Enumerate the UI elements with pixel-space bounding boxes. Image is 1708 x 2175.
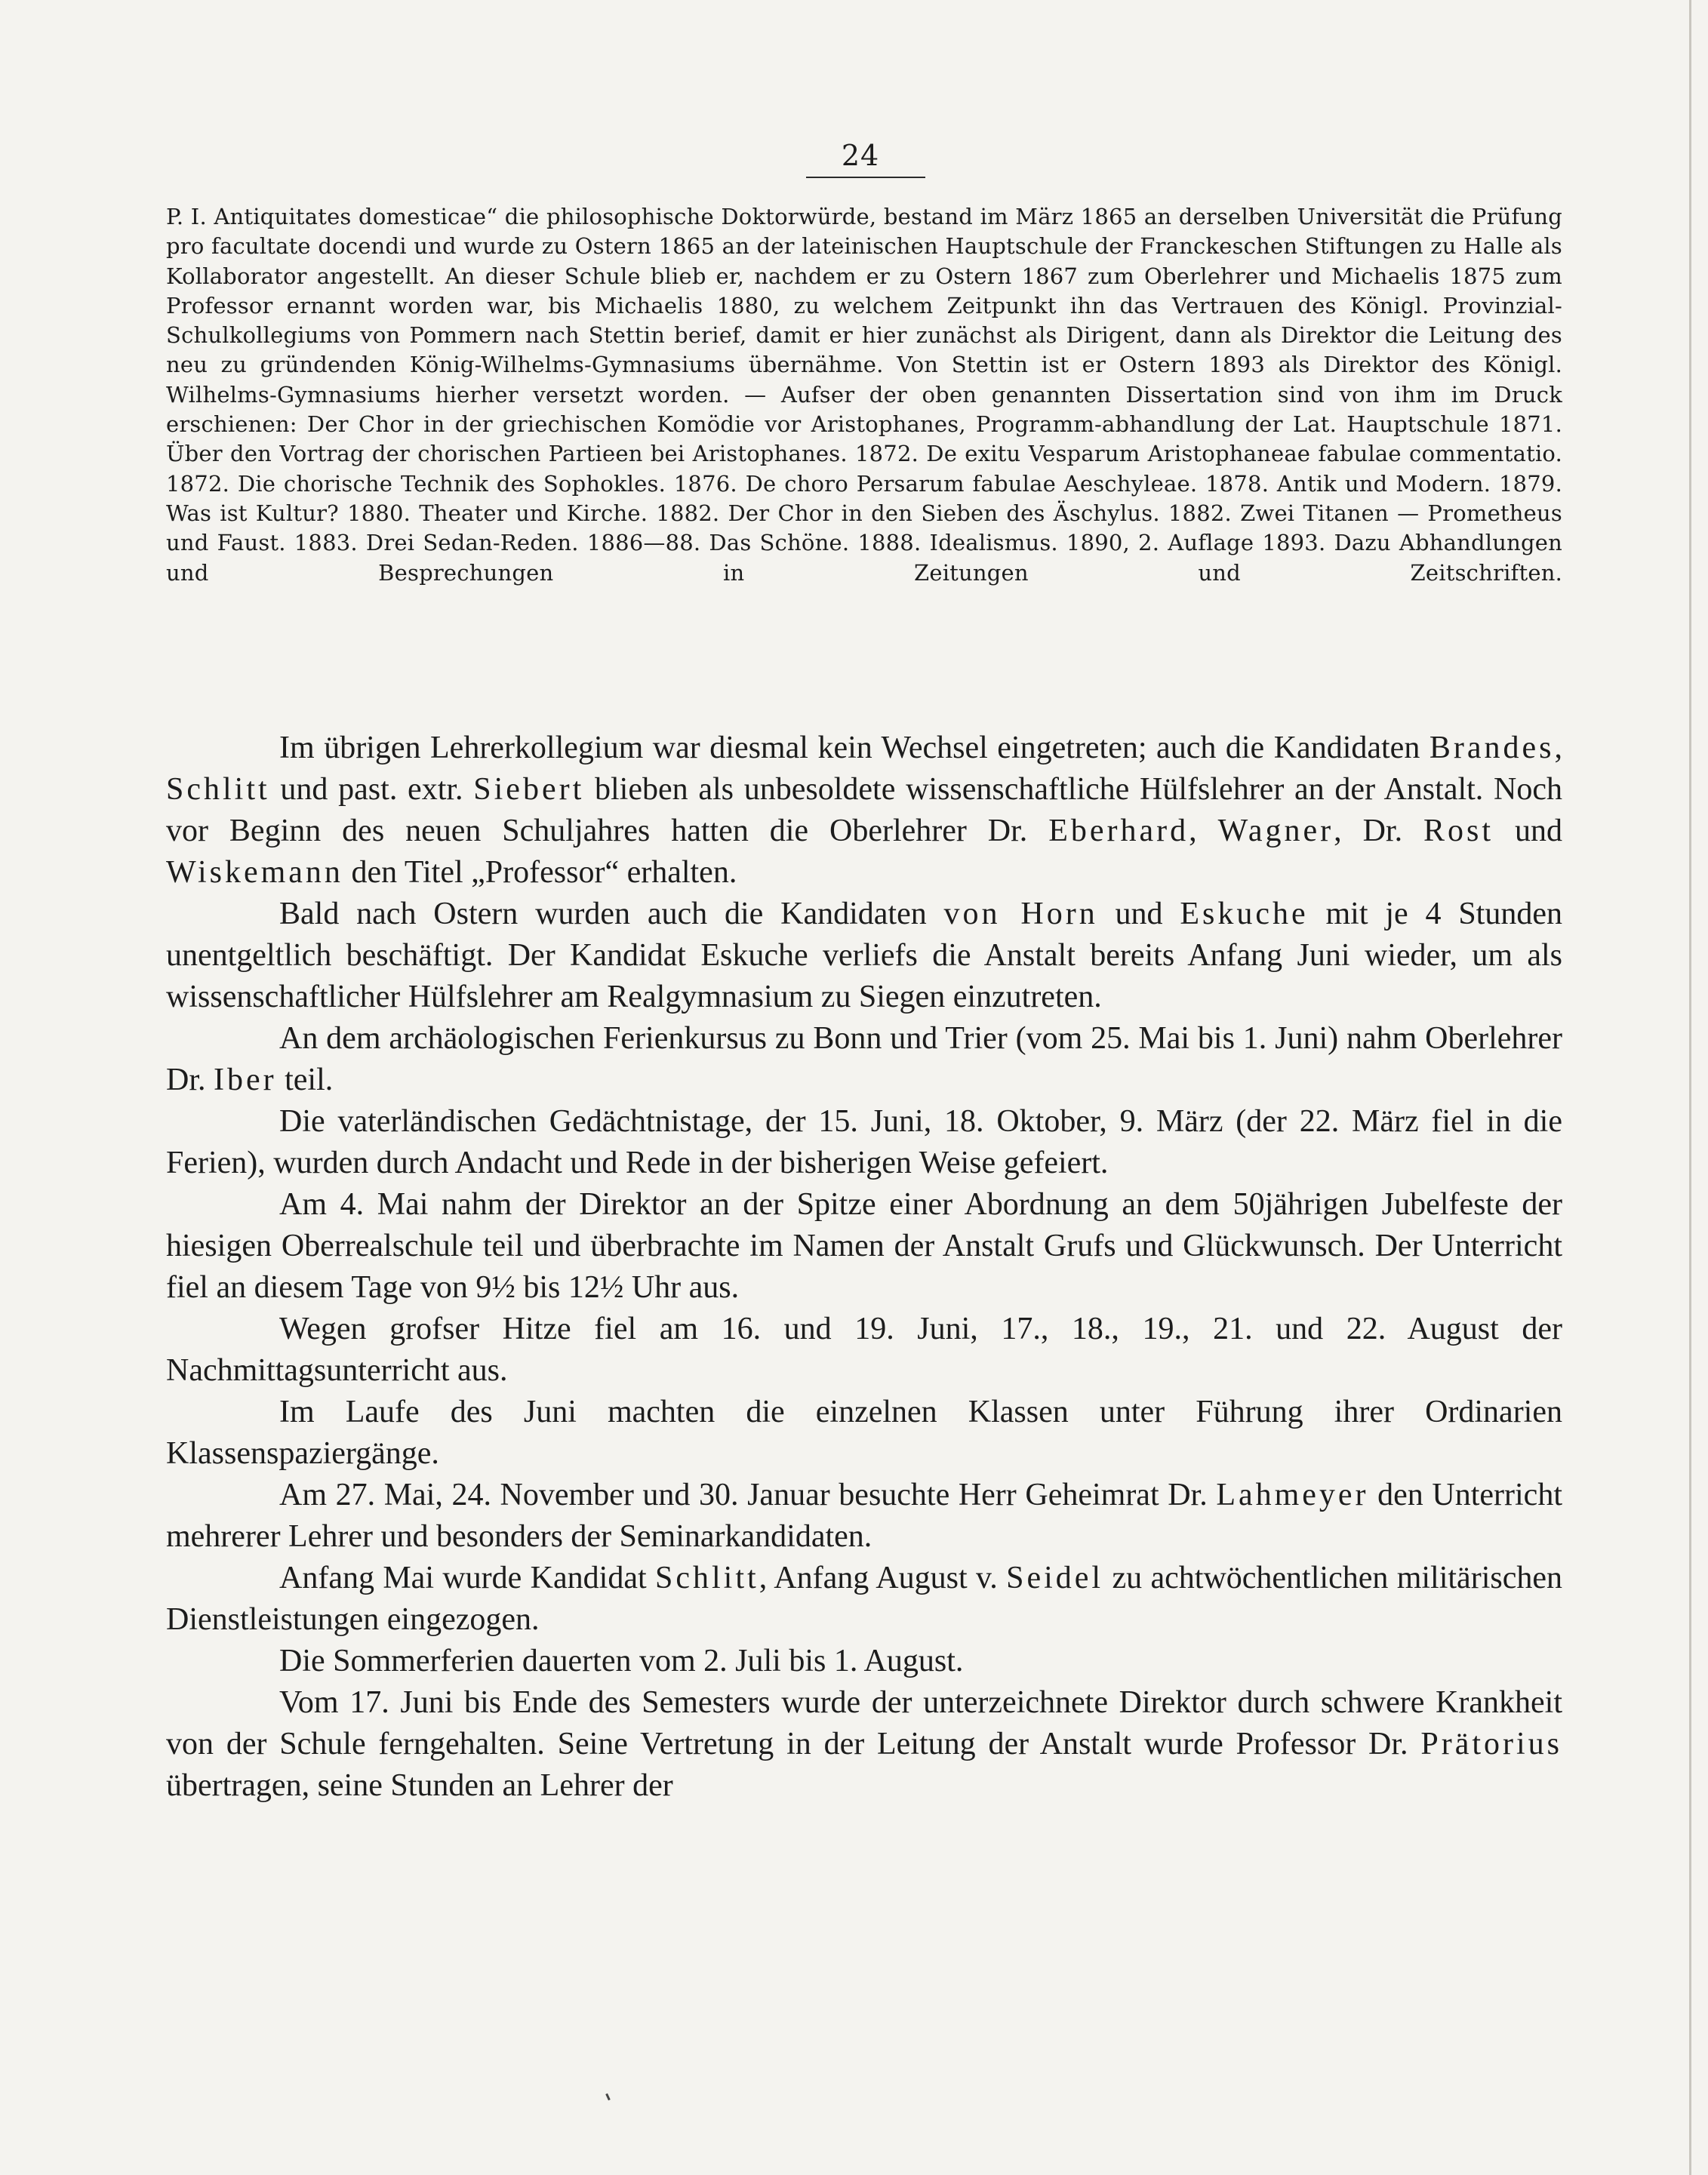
chronicle-section <box>166 728 1562 1807</box>
name-eberhard: Eberhard <box>1048 814 1189 848</box>
paragraph-heat: Wegen grofser Hitze fiel am 16. und 19. Juni, 17., 18., 19., 21. und 22. August der Nachmittagsunterricht aus. <box>166 1312 1562 1388</box>
text: blieben als unbesoldete wissenschaftliche Hülfslehrer an der Anstalt. Noch vor Beginn des neuen Schuljahres hatten die Oberlehrer Dr. <box>166 772 1563 848</box>
name-eskuche: Eskuche <box>1180 897 1309 931</box>
biography-paragraph: P. I. Antiquitates domesticae“ die philosophische Doktorwürde, bestand im März 1865 an derselben Universität die Prüfung pro facultate docendi und wurde zu Ostern 1865 an der lateinischen Hauptschule der Franckeschen Stiftungen zu Halle als Kollaborator angestellt. An dieser Schule blieb er, nachdem er zu Ostern 1867 zum Oberlehrer und Michaelis 1875 zum Professor ernannt worden war, bis Michaelis 1880, zu welchem Zeitpunkt ihn das Vertrauen des Königl. Provinzial-Schulkollegiums von Pommern nach Stettin berief, damit er hier zunächst als Dirigent, dann als Direktor die Leitung des neu zu gründenden König-Wilhelms-Gymnasiums übernähme. Von Stettin ist er Ostern 1893 als Direktor des Königl. Wilhelms-Gymnasiums hierher versetzt worden. — Aufser der oben genannten Dissertation sind von ihm im Druck erschienen: Der Chor in der griechischen Komödie vor Aristophanes, Programm-abhandlung der Lat. Hauptschule 1871. Über den Vortrag der chorischen Partieen bei Aristophanes. 1872. De exitu Vesparum Aristophaneae fabulae commentatio. 1872. Die chorische Technik des Sophokles. 1876. De choro Persarum fabulae Aeschyleae. 1878. Antik und Modern. 1879. Was ist Kultur? 1880. Theater und Kirche. 1882. Der Chor in den Sieben des Äschylus. 1882. Zwei Titanen — Prometheus und Faust. 1883. Drei Sedan-Reden. 1886—88. Das Schöne. 1888. Idealismus. 1890, 2. Auflage 1893. Dazu Abhandlungen und Besprechungen in Zeitungen und Zeitschriften. <box>166 204 1562 586</box>
paragraph-director-illness <box>166 1682 1562 1807</box>
text: den Titel „Professor“ erhalten. <box>343 855 737 890</box>
paragraph-class-walks: Im Laufe des Juni machten die einzelnen Klassen unter Führung ihrer Ordinarien Klassenspaziergänge. <box>166 1395 1562 1471</box>
text: den Unterricht mehrerer Lehrer und besonders der Seminarkandidaten. <box>166 1478 1562 1554</box>
paragraph-inspection <box>166 1475 1562 1558</box>
name-rost: Rost <box>1423 814 1494 848</box>
paragraph-jubilee: Am 4. Mai nahm der Direktor an der Spitze einer Abordnung an dem 50jährigen Jubelfeste der hiesigen Oberrealschule teil und überbrachte im Namen der Anstalt Grufs und Glückwunsch. Der Unterricht fiel an diesem Tage von 9½ bis 12½ Uhr aus. <box>166 1187 1562 1305</box>
paragraph-summer-holidays: Die Sommerferien dauerten vom 2. Juli bis 1. August. <box>279 1644 964 1678</box>
print-speck <box>605 2093 611 2100</box>
text: mit je 4 Stunden unentgeltlich beschäftigt. Der Kandidat Eskuche verliefs die Anstalt bereits Anfang Juni wieder, um als wissenschaftlicher Hülfslehrer am Realgymnasium zu Siegen einzutreten. <box>166 897 1562 1014</box>
text: und <box>1097 897 1180 931</box>
text: Im übrigen Lehrerkollegium war diesmal kein Wechsel eingetreten; auch die Kandidaten <box>279 731 1429 765</box>
name-schlitt: Schlitt <box>166 772 270 807</box>
name-seidel: Seidel <box>1006 1561 1104 1595</box>
text: Bald nach Ostern wurden auch die Kandidaten <box>279 897 944 931</box>
text: zu achtwöchentlichen militärischen Dienstleistungen eingezogen. <box>166 1561 1562 1637</box>
name-von-horn: von Horn <box>943 897 1098 931</box>
page-edge-shadow <box>1689 0 1691 2175</box>
text: und past. extr. <box>269 772 474 807</box>
name-wiskemann: Wiskemann <box>166 855 343 890</box>
text: , <box>1189 814 1218 848</box>
text: Am 27. Mai, 24. November und 30. Januar besuchte Herr Geheimrat Dr. <box>279 1478 1217 1512</box>
text: An dem archäologischen Ferienkursus zu Bonn und Trier (vom 25. Mai bis 1. Juni) nahm Oberlehrer Dr. <box>166 1021 1562 1097</box>
text: teil. <box>276 1063 334 1097</box>
text: Anfang Mai wurde Kandidat <box>279 1561 656 1595</box>
text: Vom 17. Juni bis Ende des Semesters wurde der unterzeichnete Direktor durch schwere Krankheit von der Schule ferngehalten. Seine Vertretung in der Leitung der Anstalt wurde Professor Dr. <box>166 1685 1562 1761</box>
name-schlitt-2: Schlitt <box>655 1561 759 1595</box>
text: , Anfang August v. <box>759 1561 1007 1595</box>
name-lahmeyer: Lahmeyer <box>1216 1478 1369 1512</box>
text: , Dr. <box>1334 814 1424 848</box>
name-iber: Iber <box>214 1063 277 1097</box>
biography-section <box>166 202 1562 588</box>
text: und <box>1494 814 1563 848</box>
paragraph-memorial-days: Die vaterländischen Gedächtnistage, der 15. Juni, 18. Oktober, 9. März (der 22. März fiel in die Ferien), wurden durch Andacht und Rede in der bisherigen Weise gefeiert. <box>166 1104 1562 1180</box>
paragraph-teaching-staff <box>166 728 1562 894</box>
text: , <box>1554 731 1562 765</box>
page-number-rule <box>806 177 925 178</box>
name-brandes: Brandes <box>1429 731 1555 765</box>
name-wagner: Wagner <box>1217 814 1334 848</box>
name-siebert: Siebert <box>473 772 585 807</box>
paragraph-military-service <box>166 1558 1562 1641</box>
page-number: 24 <box>841 139 880 172</box>
paragraph-candidates <box>166 894 1562 1018</box>
text: übertragen, seine Stunden an Lehrer der <box>166 1768 673 1803</box>
name-praetorius: Prätorius <box>1420 1727 1562 1761</box>
paragraph-holiday-course <box>166 1018 1562 1101</box>
